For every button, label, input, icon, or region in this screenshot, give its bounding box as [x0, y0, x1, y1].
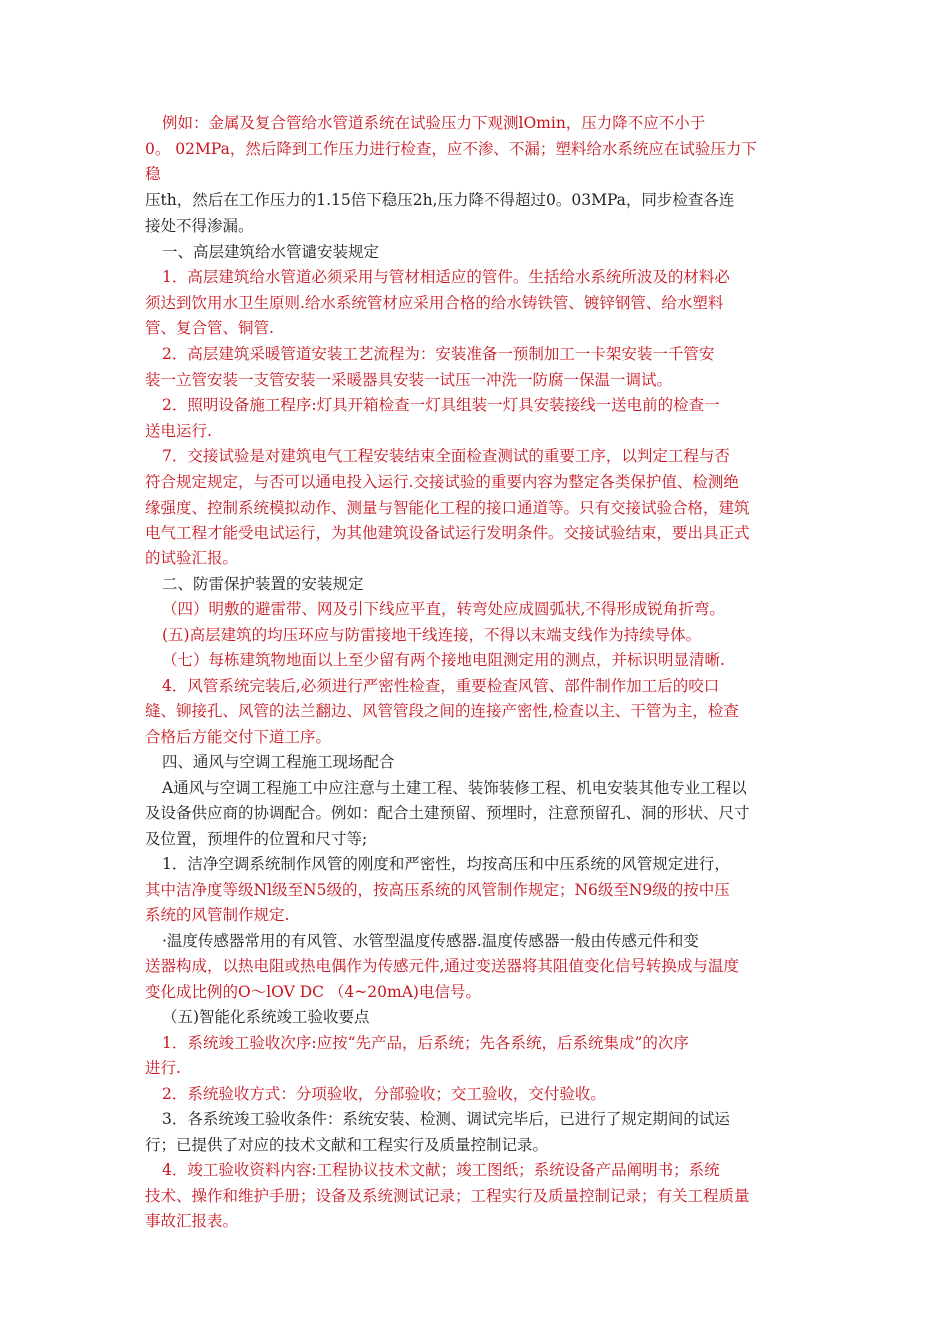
text-line: 符合规定规定，与否可以通电投入运行.交接试验的重要内容为整定各类保护值、检测绝 — [145, 473, 739, 491]
text-line: 事故汇报表。 — [145, 1212, 239, 1230]
text-line: 行；已提供了对应的技术文献和工程实行及质量控制记录。 — [145, 1136, 549, 1154]
text-line: 送器构成，以热电阻或热电偶作为传感元件,通过变送器将其阻值变化信号转换成与温度 — [145, 957, 739, 975]
text-line: 7．交接试验是对建筑电气工程安装结束全面检查测试的重要工序，以判定工程与否 — [162, 447, 730, 465]
text-line: 4．风管系统完装后,必须进行严密性检查，重要检查风管、部件制作加工后的咬口 — [162, 677, 720, 695]
text-line: 须达到饮用水卫生原则.给水系统管材应采用合格的给水铸铁管、镀锌钢管、给水塑料 — [145, 294, 724, 312]
text-line: 四、通风与空调工程施工现场配合 — [162, 753, 395, 771]
text-line: ·温度传感器常用的有风管、水管型温度传感器.温度传感器一般由传感元件和变 — [162, 932, 699, 950]
text-line: （五)智能化系统竣工验收要点 — [162, 1008, 370, 1026]
text-line: 4．竣工验收资料内容:工程协议技术文献；竣工图纸；系统设备产品阐明书；系统 — [162, 1161, 720, 1179]
text-line: 3．各系统竣工验收条件：系统安装、检测、调试完毕后，已进行了规定期间的试运 — [162, 1110, 730, 1128]
text-line: 合格后方能交付下道工序。 — [145, 728, 332, 746]
text-line: 缘强度、控制系统模拟动作、测量与智能化工程的接口通道等。只有交接试验合格，建筑 — [145, 499, 750, 517]
text-line: （七）每栋建筑物地面以上至少留有两个接地电阻测定用的测点，并标识明显清晰. — [162, 651, 725, 669]
text-line: 送电运行. — [145, 422, 212, 440]
text-line: 二、防雷保护装置的安装规定 — [162, 575, 364, 593]
text-line: 例如：金属及复合管给水管道系统在试验压力下观测lOmin，压力降不应不小于 — [162, 114, 706, 132]
text-line: 进行. — [145, 1059, 181, 1077]
text-line: 其中洁净度等级Nl级至N5级的，按高压系统的风管制作规定；N6级至N9级的按中压 — [145, 881, 730, 899]
text-line: 系统的风管制作规定. — [145, 906, 290, 924]
text-line: 1．洁净空调系统制作风管的刚度和严密性，均按高压和中压系统的风管规定进行， — [162, 855, 730, 873]
text-line: 压th，然后在工作压力的1.15倍下稳压2h,压力降不得超过0。03MPa，同步检查各连 — [145, 191, 735, 209]
text-line: 缝、铆接孔、风管的法兰翻边、风管管段之间的连接产密性,检查以主、干管为主，检查 — [145, 702, 739, 720]
text-line: 2．系统验收方式：分项验收，分部验收；交工验收，交付验收。 — [162, 1085, 606, 1103]
text-line: 稳 — [145, 165, 161, 183]
text-line: 管、复合管、铜管. — [145, 319, 274, 337]
text-line: 1．高层建筑给水管道必须采用与管材相适应的管件。生括给水系统所波及的材料必 — [162, 268, 730, 286]
text-line: 接处不得渗漏。 — [145, 217, 254, 235]
text-line: 及设备供应商的协调配合。例如：配合土建预留、预埋时，注意预留孔、洞的形状、尺寸 — [145, 804, 750, 822]
text-line: 一、高层建筑给水管谴安装规定 — [162, 243, 380, 261]
text-line: 变化成比例的O～lOV DC （4~20mA)电信号。 — [145, 983, 481, 1001]
text-line: (五)高层建筑的均压环应与防雷接地干线连接，不得以末端支线作为持续导体。 — [162, 626, 702, 644]
text-line: 的试验汇报。 — [145, 549, 239, 567]
text-line: 电气工程才能受电试运行，为其他建筑设备试运行发明条件。交接试验结束，要出具正式 — [145, 524, 750, 542]
text-line: 2．高层建筑采暖管道安装工艺流程为：安装准备一预制加工一卡架安装一千管安 — [162, 345, 715, 363]
text-line: 2．照明设备施工程序:灯具开箱检查一灯具组装一灯具安装接线一送电前的检查一 — [162, 396, 720, 414]
text-line: 及位置，预埋件的位置和尺寸等; — [145, 830, 368, 848]
text-line: （四）明敷的避雷带、网及引下线应平直，转弯处应成圆弧状,不得形成锐角折弯。 — [162, 600, 725, 618]
text-line: 装一立管安装一支管安装一采暖器具安装一试压一冲洗一防腐一保温一调试。 — [145, 371, 673, 389]
text-line: 技术、操作和维护手册；设备及系统测试记录；工程实行及质量控制记录；有关工程质量 — [145, 1187, 750, 1205]
text-line: 0。 02MPa，然后降到工作压力进行检查，应不渗、不漏；塑料给水系统应在试验压力下 — [145, 140, 757, 158]
text-line: 1．系统竣工验收次序:应按“先产品，后系统；先各系统，后系统集成”的次序 — [162, 1034, 689, 1052]
text-line: A通风与空调工程施工中应注意与土建工程、装饰装修工程、机电安装其他专业工程以 — [162, 779, 747, 797]
